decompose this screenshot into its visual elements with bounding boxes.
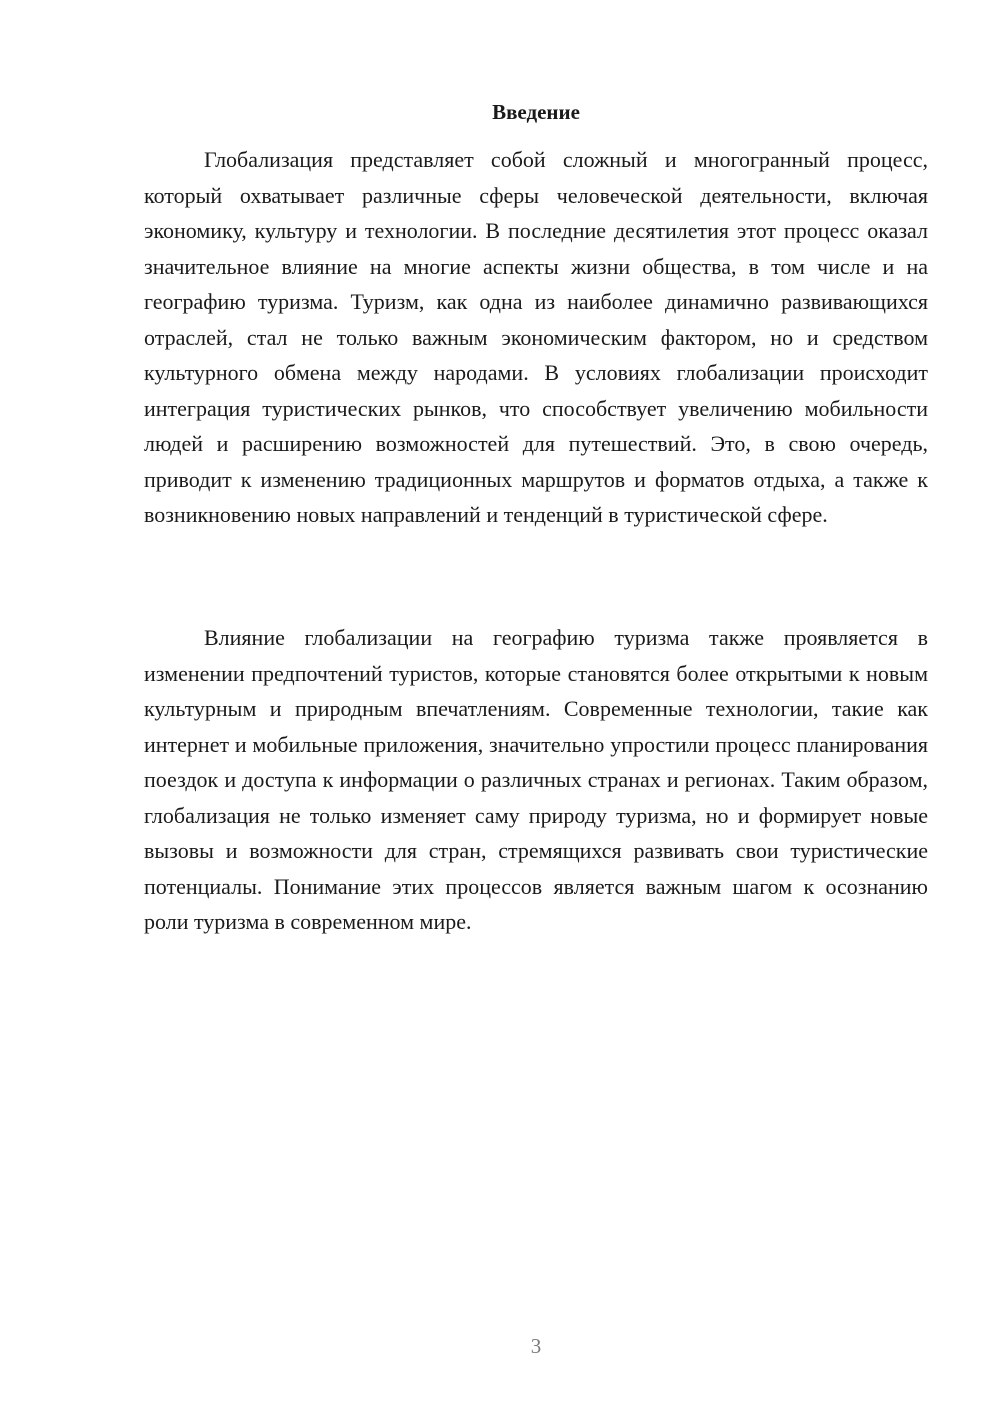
paragraph-2: Влияние глобализации на географию туризма также проявляется в изменении предпочтений туристов, которые становятся более открытыми к новым культурным и природным впечатлениям. Современные технологии, такие как интернет и мобильные приложения, значительно упростили процесс планирования поездок и доступа к информации о различных странах и регионах. Таким образом, глобализация не только изменяет саму природу туризма, но и формирует новые вызовы и возможности для стран, стремящихся развивать свои туристические потенциалы. Понимание этих процессов является важным шагом к осознанию роли туризма в современном мире. — [144, 625, 928, 934]
page-number: 3 — [530, 1334, 542, 1358]
paragraph-1: Глобализация представляет собой сложный и многогранный процесс, который охватывает различные сферы человеческой деятельности, включая экономику, культуру и технологии. В последние десятилетия этот процесс оказал значительное влияние на многие аспекты жизни общества, в том числе и на географию туризма. Туризм, как одна из наиболее динамично развивающихся отраслей, стал не только важным экономическим фактором, но и средством культурного обмена между народами. В условиях глобализации происходит интеграция туристических рынков, что способствует увеличению мобильности людей и расширению возможностей для путешествий. Это, в свою очередь, приводит к изменению традиционных маршрутов и форматов отдыха, а также к возникновению новых направлений и тенденций в туристической сфере. — [144, 147, 928, 527]
section-heading: Введение — [492, 100, 580, 124]
